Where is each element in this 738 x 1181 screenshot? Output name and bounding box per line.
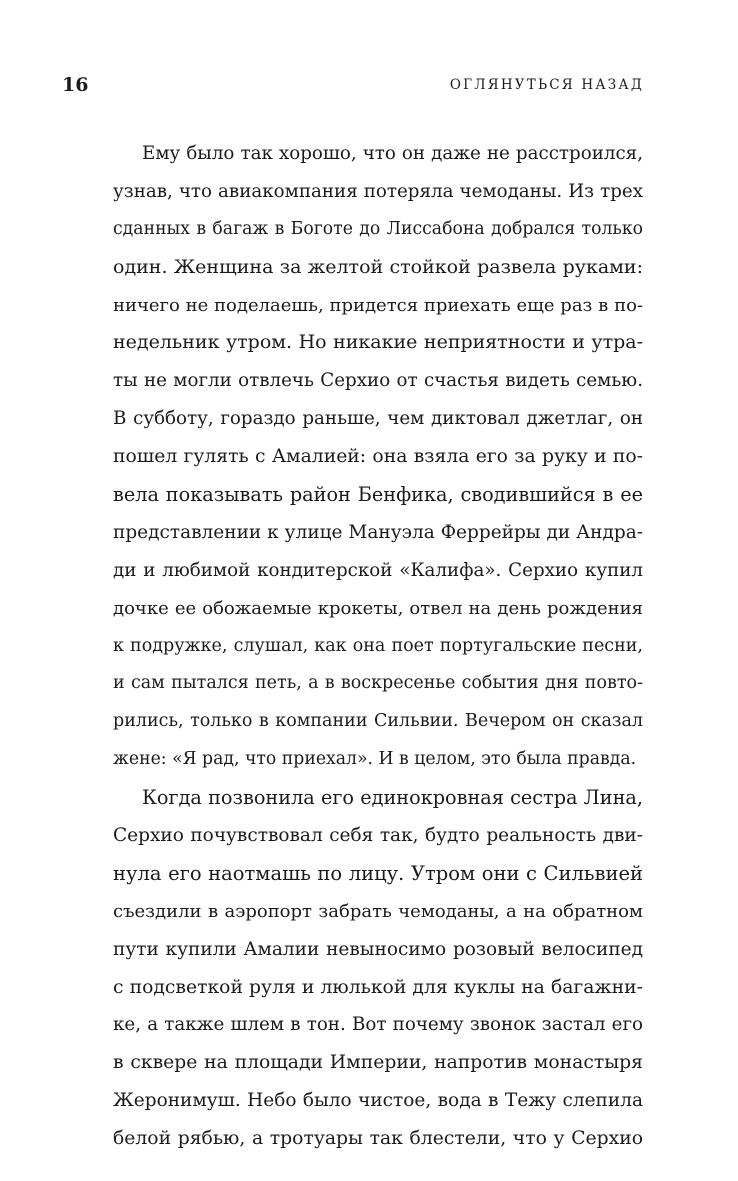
text-line: и сам пытался петь, а в воскресенье события дня повто-: [113, 673, 643, 694]
text-line: с подсветкой руля и люлькой для куклы на багажни-: [113, 976, 643, 998]
text-line: дочке ее обожаемые крокеты, отвел на день рождения: [113, 597, 643, 619]
text-line: вела показывать район Бенфика, сводившийся в ее: [113, 483, 643, 507]
page-number: 16: [62, 74, 89, 96]
text-line: рились, только в компании Сильвии. Вечером он сказал: [113, 711, 643, 732]
body-text: [113, 135, 643, 1158]
text-line: в сквере на площади Империи, напротив монастыря: [113, 1052, 643, 1074]
text-line: В субботу, гораздо раньше, чем диктовал джетлаг, он: [113, 408, 643, 430]
text-line: Жеронимуш. Небо было чистое, вода в Тежу слепила: [113, 1090, 643, 1112]
text-line: сданных в багаж в Боготе до Лиссабона добрался только: [113, 218, 643, 239]
running-title: ОГЛЯНУТЬСЯ НАЗАД: [449, 77, 644, 93]
text-line: пути купили Амалии невыносимо розовый велосипед: [113, 938, 643, 960]
text-line: Ему было так хорошо, что он даже не расстроился,: [142, 143, 643, 164]
text-line: ди и любимой кондитерской «Калифа». Серхио купил: [113, 559, 643, 581]
text-line: недельник утром. Но никакие неприятности и утра-: [113, 331, 643, 354]
text-line: Когда позвонила его единокровная сестра Лина,: [142, 786, 643, 810]
text-line: Серхио почувствовал себя так, будто реальность дви-: [113, 825, 643, 847]
text-line: ты не могли отвлечь Серхио от счастья видеть семью.: [113, 370, 643, 392]
text-line: узнав, что авиакомпания потеряла чемоданы. Из трех: [113, 180, 643, 202]
text-line: представлении к улице Мануэла Феррейры ди Андра-: [113, 521, 643, 543]
text-line: нула его наотмашь по лицу. Утром они с Сильвией: [113, 861, 643, 885]
text-line: жене: «Я рад, что приехал». И в целом, это была правда.: [113, 749, 637, 770]
text-line: ничего не поделаешь, придется приехать еще раз в по-: [113, 294, 643, 316]
text-line: пошел гулять с Амалией: она взяла его за руку и по-: [113, 446, 643, 468]
text-line: белой рябью, а тротуары так блестели, что у Серхио: [113, 1128, 643, 1150]
text-line: съездили в аэропорт забрать чемоданы, а на обратном: [113, 900, 643, 922]
text-line: ке, а также шлем в тон. Вот почему звонок застал его: [113, 1014, 643, 1036]
text-line: один. Женщина за желтой стойкой развела руками:: [113, 255, 643, 278]
text-line: к подружке, слушал, как она поет португальские песни,: [113, 635, 643, 656]
